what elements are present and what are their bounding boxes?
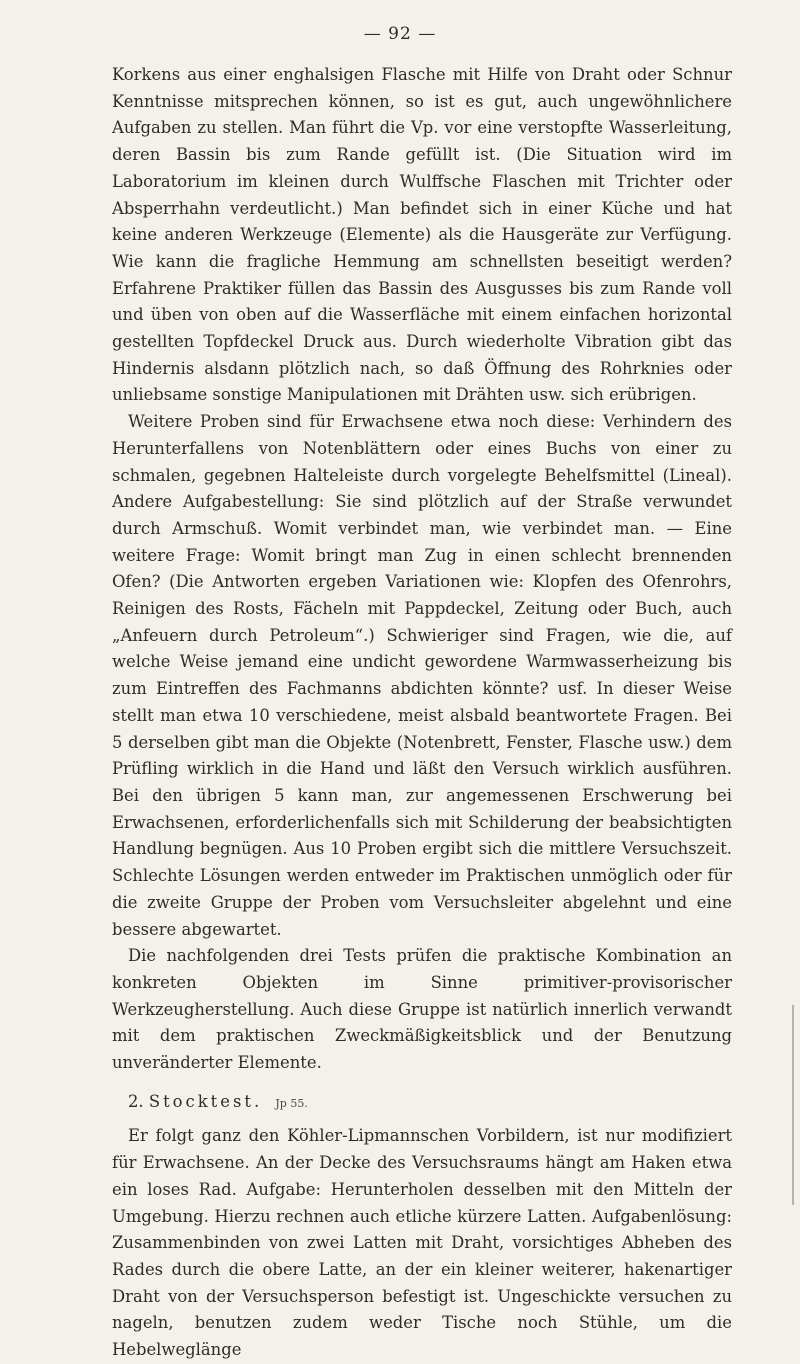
section-number: 2. [128,1091,144,1111]
page-number: — 92 — [363,24,437,44]
paragraph-1: Korkens aus einer enghalsigen Flasche mit Hilfe von Draht oder Schnur Kenntnisse mitsprechen können, so ist es gut, auch ungewöhnlichere Aufgaben zu stellen. Man führt die Vp. vor eine verstopfte Wasserleitung, deren Bassin bis zum Rande gefüllt ist. (Die Situation wird im Laboratorium im kleinen durch Wulffsche Flaschen mit Trichter oder Absperrhahn verdeutlicht.) Man befindet sich in einer Küche und hat keine anderen Werkzeuge (Elemente) als die Hausgeräte zur Verfügung. Wie kann die fragliche Hemmung am schnellsten beseitigt werden? Erfahrene Praktiker füllen das Bassin des Ausgusses bis zum Rande voll und üben von oben auf die Wasserfläche mit einem einfachen horizontal gestellten Topfdeckel Druck aus. Durch wiederholte Vibration gibt das Hindernis alsdann plötzlich nach, so daß Öffnung des Rohrknies oder unliebsame sonstige Manipulationen mit Drähten usw. sich erübrigen. [112,65,732,405]
section-note: Jp 55. [275,1096,308,1110]
paragraph-3: Die nachfolgenden drei Tests prüfen die praktische Kombination an konkreten Objekten im Sinne primitiver-provisorischer Werkzeugherstellung. Auch diese Gruppe ist natürlich innerlich verwandt mit dem praktischen Zweckmäßigkeitsblick und der Benutzung unveränderter Elemente. [112,946,732,1073]
body-text [112,62,732,1364]
section-title: Stocktest. [148,1091,263,1111]
page-edge-shadow [792,1005,794,1205]
section-heading [112,1089,732,1118]
paragraph-4: Er folgt ganz den Köhler-Lipmannschen Vorbildern, ist nur modifiziert für Erwachsene. An der Decke des Versuchsraums hängt am Haken etwa ein loses Rad. Aufgabe: Herunterholen desselben mit den Mitteln der Umgebung. Hierzu rechnen auch etliche kürzere Latten. Aufgabenlösung: Zusammenbinden von zwei Latten mit Draht, vorsichtiges Abheben des Rades durch die obere Latte, an der ein kleiner weiterer, hakenartiger Draht von der Versuchsperson befestigt ist. Ungeschickte versuchen zu nageln, benutzen zudem weder Tische noch Stühle, um die Hebelweglänge [112,1126,732,1360]
paragraph-2: Weitere Proben sind für Erwachsene etwa noch diese: Verhindern des Herunterfallens von Notenblättern oder eines Buchs von einer zu schmalen, gegebnen Halteleiste durch vorgelegte Behelfsmittel (Lineal). Andere Aufgabestellung: Sie sind plötzlich auf der Straße verwundet durch Armschuß. Womit verbindet man, wie verbindet man. — Eine weitere Frage: Womit bringt man Zug in einen schlecht brennenden Ofen? (Die Antworten ergeben Variationen wie: Klopfen des Ofenrohrs, Reinigen des Rosts, Fächeln mit Pappdeckel, Zeitung oder Buch, auch „Anfeuern durch Petroleum“.) Schwieriger sind Fragen, wie die, auf welche Weise jemand eine undicht gewordene Warmwasserheizung bis zum Eintreffen des Fachmanns abdichten könnte? usf. In dieser Weise stellt man etwa 10 verschiedene, meist alsbald beantwortete Fragen. Bei 5 derselben gibt man die Objekte (Notenbrett, Fenster, Flasche usw.) dem Prüfling wirklich in die Hand und läßt den Versuch wirklich ausführen. Bei den übrigen 5 kann man, zur angemessenen Erschwerung bei Erwachsenen, erforderlichenfalls sich mit Schilderung der beabsichtigten Handlung begnügen. Aus 10 Proben ergibt sich die mittlere Versuchszeit. Schlechte Lösungen werden entweder im Praktischen unmöglich oder für die zweite Gruppe der Proben vom Versuchsleiter abgelehnt und eine bessere abgewartet. [112,412,732,939]
